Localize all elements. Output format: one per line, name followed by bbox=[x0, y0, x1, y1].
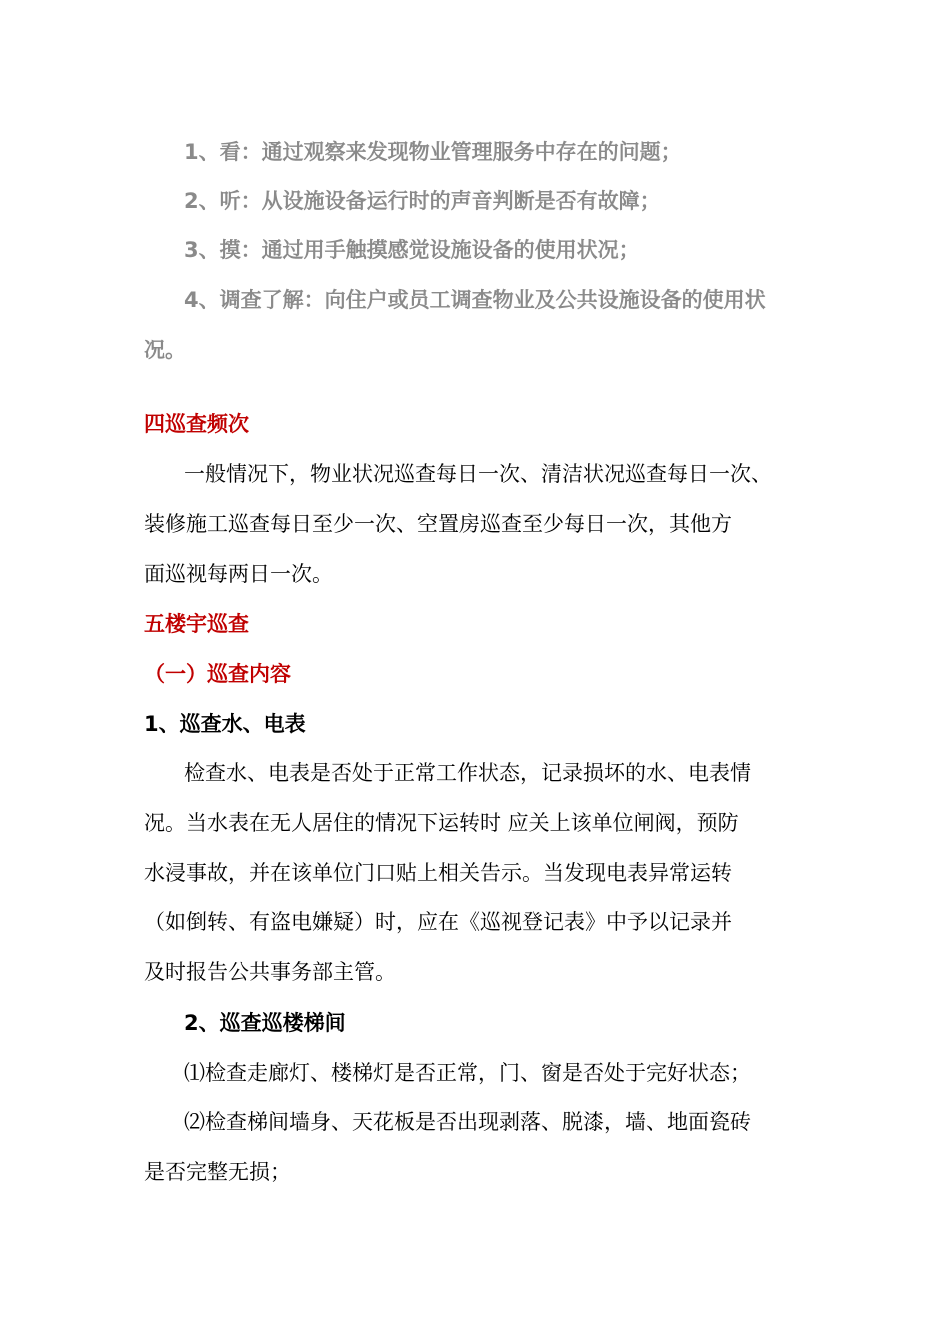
paragraph-line: （如倒转、有盗电嫌疑）时，应在《巡视登记表》中予以记录并 bbox=[144, 910, 732, 934]
paragraph-line: 及时报告公共事务部主管。 bbox=[144, 960, 396, 984]
list-item-continued: 是否完整无损； bbox=[144, 1160, 291, 1184]
list-item: ⑵检查梯间墙身、天花板是否出现剥落、脱漆，墙、地面瓷砖 bbox=[184, 1110, 751, 1134]
method-survey: 4、调查了解：向住户或员工调查物业及公共设施设备的使用状 bbox=[184, 288, 766, 312]
list-item: ⑴检查走廊灯、楼梯灯是否正常，门、窗是否处于完好状态； bbox=[184, 1061, 751, 1085]
paragraph-line: 面巡视每两日一次。 bbox=[144, 562, 333, 586]
section-heading-frequency: 四巡查频次 bbox=[144, 412, 249, 436]
paragraph-line: 检查水、电表是否处于正常工作状态，记录损坏的水、电表情 bbox=[184, 761, 751, 785]
paragraph-line: 装修施工巡查每日至少一次、空置房巡查至少每日一次，其他方 bbox=[144, 512, 732, 536]
paragraph-line: 况。当水表在无人居住的情况下运转时 应关上该单位闸阀，预防 bbox=[144, 811, 739, 835]
section-heading-building-patrol: 五楼宇巡查 bbox=[144, 612, 249, 636]
method-listen: 2、听：从设施设备运行时的声音判断是否有故障； bbox=[184, 189, 661, 213]
method-touch: 3、摸：通过用手触摸感觉设施设备的使用状况； bbox=[184, 238, 640, 262]
item-title-meters: 1、巡查水、电表 bbox=[144, 712, 306, 736]
paragraph-line: 水浸事故，并在该单位门口贴上相关告示。当发现电表异常运转 bbox=[144, 861, 732, 885]
item-title-stairwell: 2、巡查巡楼梯间 bbox=[184, 1011, 346, 1035]
subheading-patrol-content: （一）巡查内容 bbox=[144, 662, 291, 686]
method-survey-continued: 况。 bbox=[144, 338, 186, 362]
paragraph-line: 一般情况下，物业状况巡查每日一次、清洁状况巡查每日一次、 bbox=[184, 462, 772, 486]
method-look: 1、看：通过观察来发现物业管理服务中存在的问题； bbox=[184, 140, 682, 164]
